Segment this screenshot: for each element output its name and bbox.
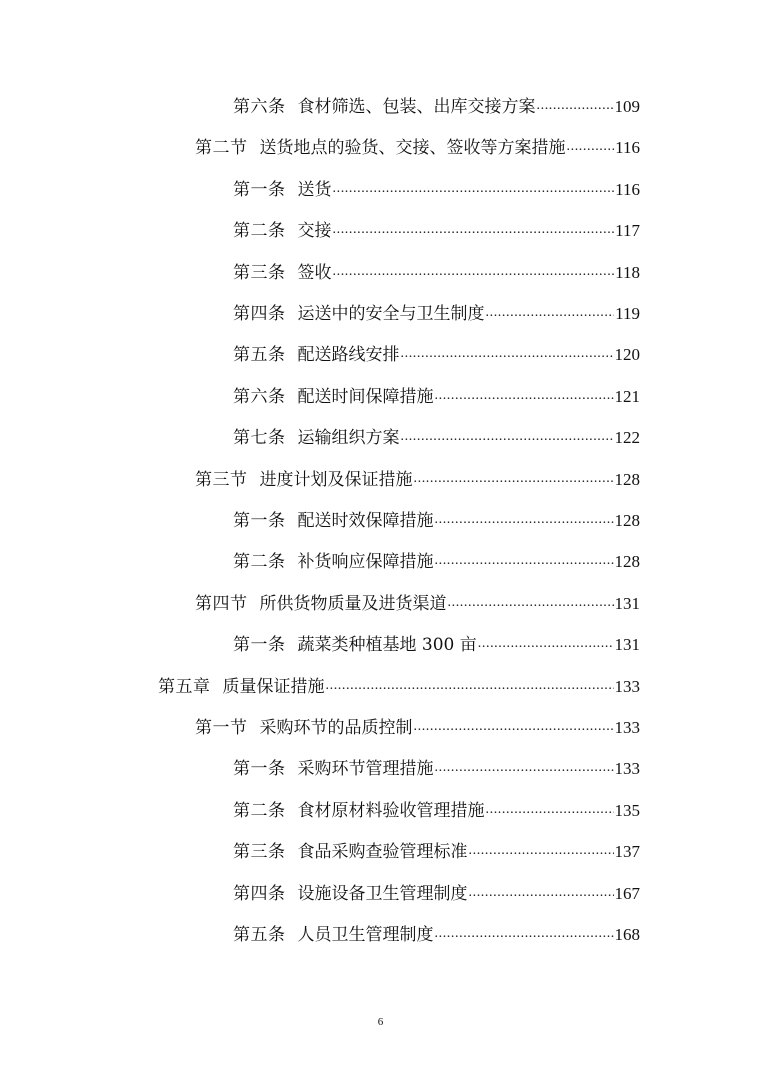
- page-number: 6: [377, 1016, 384, 1028]
- toc-entry[interactable]: [195, 585, 640, 615]
- toc-entry-page: 168: [614, 925, 640, 944]
- toc-entry-page: 119: [615, 304, 640, 323]
- toc-entry[interactable]: [233, 88, 640, 118]
- toc-entry-title: 签收: [297, 262, 332, 283]
- dot-leader: [333, 180, 615, 198]
- toc-entry-page: 120: [614, 345, 640, 365]
- toc-entry-title: 补货响应保障措施: [297, 552, 434, 573]
- toc-entry-number: 第二条: [233, 221, 286, 242]
- toc-entry-page: 109: [614, 97, 640, 116]
- toc-entry[interactable]: [233, 626, 640, 656]
- dot-leader: [414, 470, 614, 488]
- toc-entry-page: 118: [615, 262, 640, 282]
- toc-entry-number: 第四条: [233, 883, 286, 904]
- toc-entry[interactable]: [233, 875, 640, 905]
- toc-entry-title: 人员卫生管理制度: [297, 925, 434, 945]
- toc-entry-page: 131: [614, 593, 640, 613]
- toc-entry-number: 第七条: [233, 428, 286, 449]
- toc-entry-title: 蔬菜类种植基地 300 亩: [297, 635, 477, 656]
- dot-leader: [486, 801, 614, 819]
- toc-entry-page: 131: [614, 635, 640, 655]
- toc-entry-number: 第五条: [233, 345, 286, 366]
- toc-entry-title: 运输组织方案: [297, 428, 400, 449]
- toc-entry-title: 食品采购查验管理标准: [297, 842, 468, 863]
- toc-entry[interactable]: [233, 336, 640, 366]
- dot-leader: [333, 221, 615, 239]
- toc-entry-page: 128: [614, 511, 640, 530]
- toc-entry-page: 121: [614, 386, 640, 406]
- toc-entry[interactable]: [233, 543, 640, 573]
- toc-entry-title: 配送路线安排: [297, 345, 400, 366]
- toc-entry-title: 设施设备卫生管理制度: [297, 883, 468, 904]
- toc-entry-number: 第三节: [195, 469, 248, 490]
- toc-entry-number: 第二条: [233, 552, 286, 573]
- toc-entry-page: 133: [614, 676, 640, 696]
- toc-entry-number: 第三条: [233, 262, 286, 283]
- toc-entry-page: 128: [614, 469, 640, 489]
- toc-entry-page: 117: [615, 221, 640, 241]
- toc-entry-title: 配送时间保障措施: [297, 386, 434, 407]
- dot-leader: [486, 304, 615, 322]
- toc-entry-number: 第一条: [233, 511, 286, 531]
- toc-entry-title: 采购环节的品质控制: [259, 718, 413, 738]
- dot-leader: [435, 387, 614, 405]
- dot-leader: [567, 138, 615, 156]
- dot-leader: [333, 263, 615, 281]
- dot-leader: [435, 552, 614, 570]
- toc-entry[interactable]: [233, 171, 640, 201]
- dot-leader: [469, 884, 614, 902]
- toc-entry-number: 第三条: [233, 842, 286, 863]
- toc-entry-number: 第一条: [233, 635, 286, 656]
- toc-entry[interactable]: [233, 792, 640, 822]
- dot-leader: [537, 97, 614, 115]
- toc-entry[interactable]: [233, 833, 640, 863]
- toc-entry[interactable]: [233, 419, 640, 449]
- toc-entry-page: 116: [615, 138, 640, 158]
- toc-entry-page: 137: [614, 842, 640, 862]
- toc-entry-title: 送货: [297, 179, 332, 200]
- toc-entry-title: 质量保证措施: [222, 676, 325, 697]
- dot-leader: [435, 511, 614, 529]
- toc-entry-number: 第四节: [195, 593, 248, 614]
- toc-entry[interactable]: [195, 461, 640, 491]
- toc-entry-number: 第二条: [233, 800, 286, 821]
- toc-entry[interactable]: [233, 254, 640, 284]
- toc-entry-title: 采购环节管理措施: [297, 759, 434, 780]
- toc-entry-number: 第二节: [195, 138, 248, 159]
- toc-entry-title: 所供货物质量及进货渠道: [259, 593, 447, 614]
- toc-entry[interactable]: [158, 668, 640, 698]
- toc-entry[interactable]: [233, 295, 640, 325]
- toc-entry[interactable]: [233, 750, 640, 780]
- toc-entry-title: 配送时效保障措施: [297, 511, 434, 531]
- toc-entry-page: 167: [614, 883, 640, 903]
- dot-leader: [478, 635, 614, 653]
- toc-entry[interactable]: [195, 129, 640, 159]
- toc-entry-title: 送货地点的验货、交接、签收等方案措施: [259, 138, 566, 159]
- toc-entry[interactable]: [233, 916, 640, 946]
- toc-entry-page: 133: [614, 718, 640, 737]
- dot-leader: [469, 842, 614, 860]
- toc-entry[interactable]: [233, 378, 640, 408]
- dot-leader: [414, 718, 614, 736]
- toc-entry-number: 第五章: [158, 676, 211, 697]
- toc-entry-page: 128: [614, 552, 640, 572]
- dot-leader: [448, 594, 614, 612]
- toc-entry-page: 122: [614, 428, 640, 448]
- toc-entry-title: 交接: [297, 221, 332, 242]
- toc-entry-title: 运送中的安全与卫生制度: [297, 304, 485, 324]
- toc-entry-number: 第一条: [233, 179, 286, 200]
- toc-entry-number: 第一节: [195, 718, 248, 738]
- toc-entry-number: 第四条: [233, 304, 286, 324]
- toc-entry-number: 第一条: [233, 759, 286, 780]
- dot-leader: [326, 677, 614, 695]
- dot-leader: [401, 428, 614, 446]
- toc-entry-title: 进度计划及保证措施: [259, 469, 413, 490]
- toc-entry[interactable]: [233, 502, 640, 532]
- toc-entry[interactable]: [233, 212, 640, 242]
- dot-leader: [435, 925, 614, 943]
- dot-leader: [435, 759, 614, 777]
- toc-entry-number: 第六条: [233, 97, 286, 117]
- toc-entry-page: 135: [614, 800, 640, 820]
- toc-entry-page: 133: [614, 759, 640, 779]
- toc-entry-page: 116: [615, 179, 640, 199]
- toc-entry[interactable]: [195, 709, 640, 739]
- toc-entry-number: 第五条: [233, 925, 286, 945]
- toc-entry-title: 食材筛选、包装、出库交接方案: [297, 97, 536, 117]
- toc-entry-title: 食材原材料验收管理措施: [297, 800, 485, 821]
- toc-entry-number: 第六条: [233, 386, 286, 407]
- dot-leader: [401, 345, 614, 363]
